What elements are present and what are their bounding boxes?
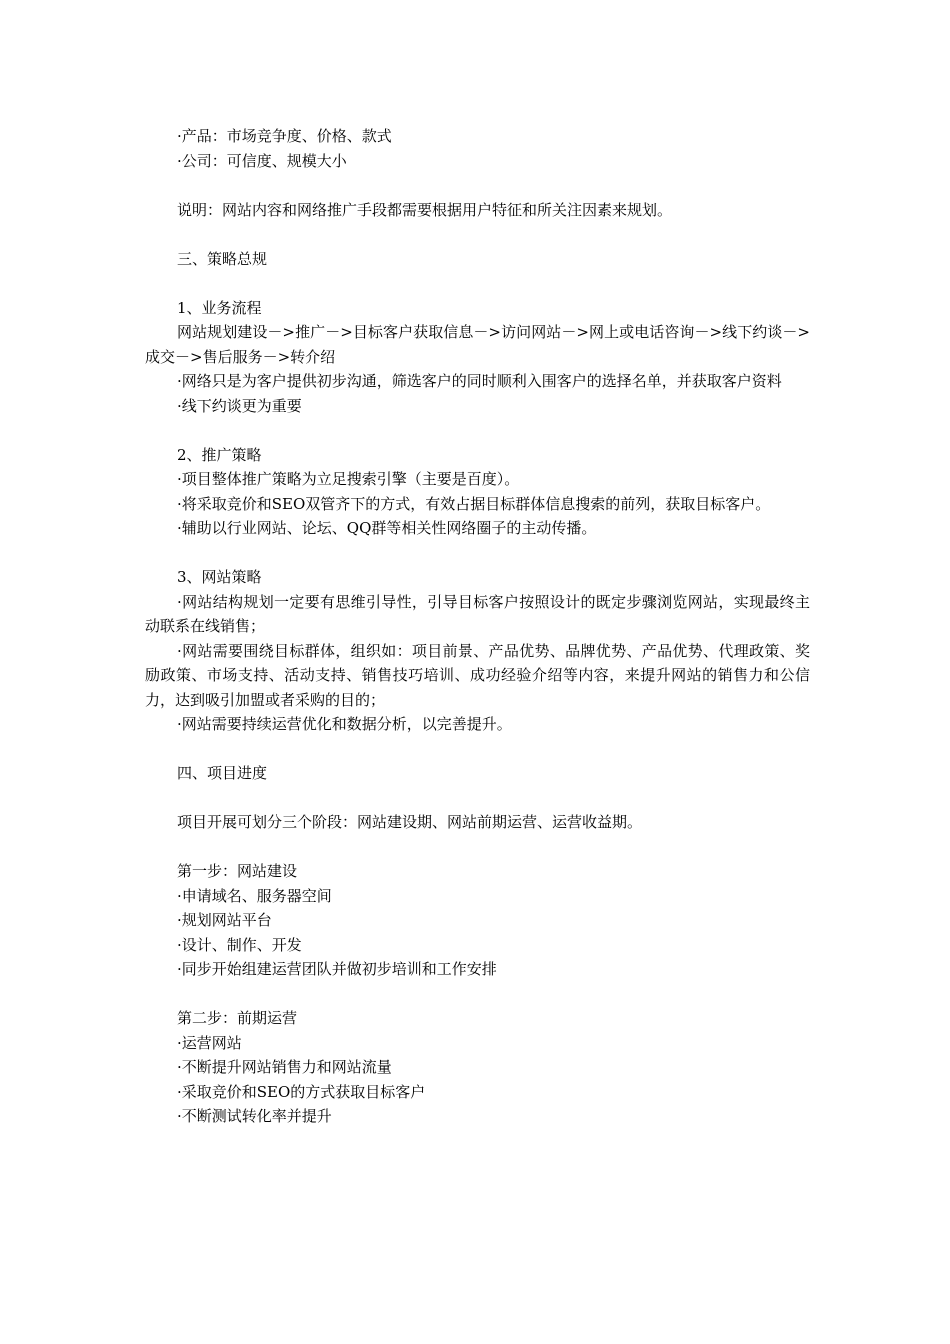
paragraph: ·规划网站平台 xyxy=(177,911,272,929)
paragraph: ·将采取竞价和SEO双管齐下的方式，有效占据目标群体信息搜索的前列，获取目标客户。 xyxy=(177,494,771,513)
paragraph-gap xyxy=(145,271,810,296)
paragraph: ·运营网站 xyxy=(177,1033,242,1052)
paragraph: 三、策略总规 xyxy=(177,249,268,268)
paragraph-gap xyxy=(145,222,810,247)
paragraph: ·采取竞价和SEO的方式获取目标客户 xyxy=(177,1082,426,1101)
paragraph: ·线下约谈更为重要 xyxy=(177,396,302,415)
paragraph: 2、推广策略 xyxy=(177,445,262,464)
paragraph-gap xyxy=(145,173,810,198)
paragraph: ·不断测试转化率并提升 xyxy=(177,1107,332,1125)
paragraph: ·同步开始组建运营团队并做初步培训和工作安排 xyxy=(177,960,497,978)
paragraph: ·申请域名、服务器空间 xyxy=(177,886,332,905)
paragraph: 第二步：前期运营 xyxy=(177,1009,298,1027)
paragraph: ·网站需要持续运营优化和数据分析，以完善提升。 xyxy=(177,715,512,733)
paragraph: ·项目整体推广策略为立足搜索引擎（主要是百度）。 xyxy=(177,470,520,488)
paragraph-gap xyxy=(145,418,810,443)
paragraph: 第一步：网站建设 xyxy=(177,862,298,880)
paragraph: ·产品：市场竞争度、价格、款式 xyxy=(177,127,392,145)
paragraph: ·网站结构规划一定要有思维引导性，引导目标客户按照设计的既定步骤浏览网站，实现最终主动联系在线销售； xyxy=(145,592,810,635)
paragraph: 项目开展可划分三个阶段：网站建设期、网站前期运营、运营收益期。 xyxy=(177,813,643,831)
paragraph: ·网络只是为客户提供初步沟通，筛选客户的同时顺利入围客户的选择名单，并获取客户资料 xyxy=(177,372,782,390)
paragraph-gap xyxy=(145,541,810,566)
paragraph: ·网站需要围绕目标群体，组织如：项目前景、产品优势、品牌优势、产品优势、代理政策、奖励政策、市场支持、活动支持、销售技巧培训、成功经验介绍等内容，来提升网站的销售力和公信力，达到吸引加盟或者采购的目的； xyxy=(145,641,810,709)
paragraph: 网站规划建设－>推广－>目标客户获取信息－>访问网站－>网上或电话咨询－>线下约谈－>成交－>售后服务－>转介绍 xyxy=(145,323,810,366)
paragraph: 四、项目进度 xyxy=(177,764,268,782)
paragraph: 说明：网站内容和网络推广手段都需要根据用户特征和所关注因素来规划。 xyxy=(177,200,673,219)
paragraph: ·辅助以行业网站、论坛、QQ群等相关性网络圈子的主动传播。 xyxy=(177,519,597,537)
paragraph-gap xyxy=(145,786,810,811)
document-body xyxy=(145,124,810,1129)
paragraph: 3、网站策略 xyxy=(177,568,262,586)
paragraph: ·公司：可信度、规模大小 xyxy=(177,151,347,170)
paragraph: 1、业务流程 xyxy=(177,298,262,317)
paragraph-gap xyxy=(145,982,810,1007)
paragraph: ·不断提升网站销售力和网站流量 xyxy=(177,1058,392,1076)
paragraph: ·设计、制作、开发 xyxy=(177,935,302,954)
paragraph-gap xyxy=(145,737,810,762)
paragraph-gap xyxy=(145,835,810,860)
